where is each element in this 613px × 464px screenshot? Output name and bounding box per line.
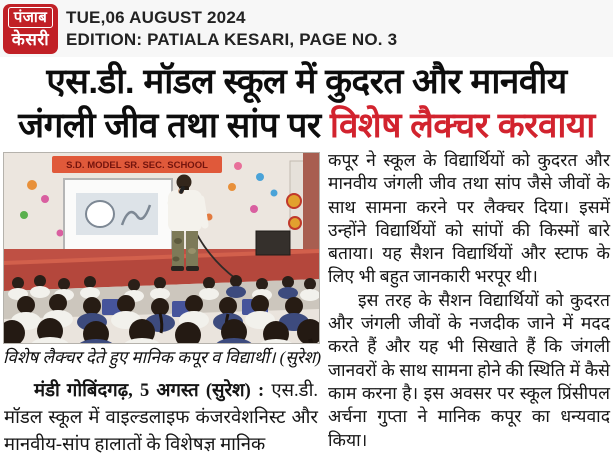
- article-column-left: [4, 378, 318, 459]
- article-column-right: [328, 149, 610, 452]
- article-photo: [3, 152, 320, 344]
- masthead-text: [66, 7, 397, 51]
- date-line: TUE,06 AUGUST 2024: [66, 8, 246, 27]
- article-paragraph-lead: [4, 378, 318, 459]
- article-paragraph-2: इस तरह के सैशन विद्यार्थियों को कुदरत और जंगली जीवों के नजदीक जाने में मदद करते हैं और यह भी सिखाते हैं कि जंगली जानवरों के साथ सामना होने की स्थिति में कैसे काम करना है। इस अवसर पर स्कूल प्रिंसीपल अर्चना गुप्ता ने मानिक कपूर का धन्यवाद किया।: [328, 289, 610, 450]
- headline-line-2-black: जंगली जीव तथा सांप पर: [18, 106, 321, 145]
- photo-whiteboard: [64, 179, 172, 251]
- logo-text-bottom: केसरी: [11, 30, 50, 49]
- dateline: मंडी गोबिंदगढ़, 5 अगस्त (सुरेश) :: [34, 381, 265, 401]
- headline-line-2: [0, 104, 613, 148]
- headline-line-1: एस.डी. मॉडल स्कूल में कुदरत और मानवीय: [46, 62, 567, 101]
- edition-line: EDITION: PATIALA KESARI, PAGE NO. 3: [66, 30, 398, 49]
- headline-line-2-red: विशेष लैक्चर करवाया: [329, 106, 595, 145]
- photo-caption: विशेष लैक्चर देते हुए मानिक कपूर व विद्यार्थी। (सुरेश): [3, 348, 322, 367]
- photo-banner-text: S.D. MODEL SR. SEC. SCHOOL: [66, 160, 208, 171]
- photo-speaker-box: [256, 231, 290, 255]
- photo-illustration: [4, 153, 319, 343]
- masthead: [0, 0, 613, 57]
- punjab-kesari-logo: [3, 4, 58, 54]
- logo-text-top: पंजाब: [8, 7, 53, 28]
- article-paragraph-1: कपूर ने स्कूल के विद्यार्थियों को कुदरत और मानवीय जंगली जीव तथा सांप जैसे जीवों के साथ सामना करने पर लैक्चर दिया। इसमें उन्होंने विद्यार्थियों को सांपों की किस्मों बारे बताया। यह सैशन विद्यार्थियों और स्टाफ के लिए भी बहुत जानकारी भरपूर थी।: [328, 150, 610, 287]
- lead-text: एस.डी. मॉडल स्कूल में वाइल्डलाइफ कंजरवेशनिस्ट और मानवीय-सांप हालातों के विशेषज्ञ मानिक: [4, 381, 318, 455]
- article-headline: [0, 60, 613, 148]
